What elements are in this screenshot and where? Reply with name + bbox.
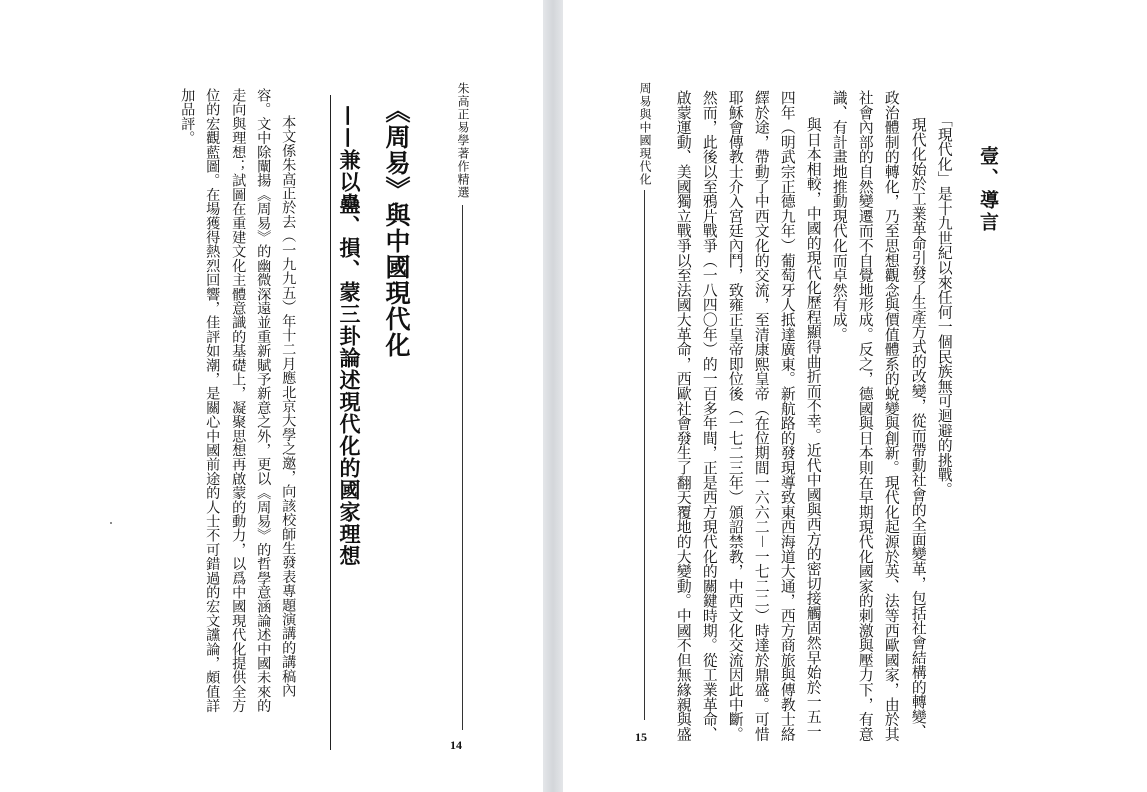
abstract-line: 位的宏觀藍圖。在場獲得熱烈回響，佳評如潮，是關心中國前途的人士不可錯過的宏文讜論，頗值詳 (204, 88, 221, 713)
body-line: 現代化始於工業革命引發了生產方式的改變，從而帶動社會的全面變革，包括社會結構的轉變、 (909, 117, 927, 739)
article-subtitle: ——兼以蠱、損、蒙三卦論述現代化的國家理想 (337, 105, 362, 567)
page-number: 14 (450, 738, 462, 752)
body-line: 四年（明武宗正德九年）葡萄牙人抵達廣東。新航路的發現導致東西海道大通，西方商旅與傳教士絡 (778, 90, 796, 742)
body-line: 社會內部的自然變遷而不自覺地形成。反之，德國與日本則在早期現代化國家的刺激與壓力下，有意 (856, 90, 874, 742)
abstract-line: 加品評。 (179, 88, 196, 145)
body-line: 然而，此後以至鴉片戰爭（一八四〇年）的一百多年間，正是西方現代化的關鍵時期。從工業革命、 (700, 90, 718, 742)
title-rule (330, 95, 331, 750)
body-line: 與日本相較，中國的現代化歷程顯得曲折而不幸。近代中國與西方的密切接觸固然早始於一五一 (804, 117, 822, 739)
right-page (563, 0, 1147, 792)
running-header: 周易與中國現代化 (638, 82, 652, 186)
running-header: 朱高正易學著作精選 (456, 82, 470, 199)
body-line: 政治體制的轉化，乃至思想觀念與價值體系的蛻變與創新。現代化起源於英、法等西歐國家，由於其 (882, 90, 900, 742)
abstract-line: 走向與理想；試圖在重建文化主體意識的基礎上，凝聚思想再啟蒙的動力，以爲中國現代化提供全方 (230, 88, 247, 713)
abstract-line: 容。文中除闡揚《周易》的幽微深遠並重新賦予新意之外，更以《周易》的哲學意涵論述中國未來的 (255, 88, 272, 713)
body-line: 耶穌會傳教士介入宮廷內鬥，致雍正皇帝即位後（一七二三年）頒詔禁教，中西文化交流因此中斷。 (726, 90, 744, 742)
header-rule (644, 190, 645, 720)
body-line: 識、有計畫地推動現代化而卓然有成。 (830, 90, 848, 342)
article-title: 《周易》與中國現代化 (382, 98, 411, 358)
body-line: 「現代化」是十九世紀以來任何一個民族無可迴避的挑戰。 (935, 112, 953, 497)
body-line: 繹於途，帶動了中西文化的交流，至清康熙皇帝（在位期間一六六二－一七二二）時達於鼎盛。可惜 (752, 90, 770, 742)
scan-speck (110, 522, 112, 524)
page-number: 15 (635, 730, 647, 744)
abstract-line: 本文係朱高正於去（一九九五）年十二月應北京大學之邀，向該校師生發表專題演講的講稿內 (280, 115, 297, 698)
body-line: 啟蒙運動、美國獨立戰爭以至法國大革命，西歐社會發生了翻天覆地的大變動。中國不但無緣親與盛 (674, 90, 692, 742)
left-page (0, 0, 543, 792)
section-heading: 壹、導言 (977, 146, 999, 234)
header-rule (462, 205, 463, 730)
page-gutter (543, 0, 563, 792)
